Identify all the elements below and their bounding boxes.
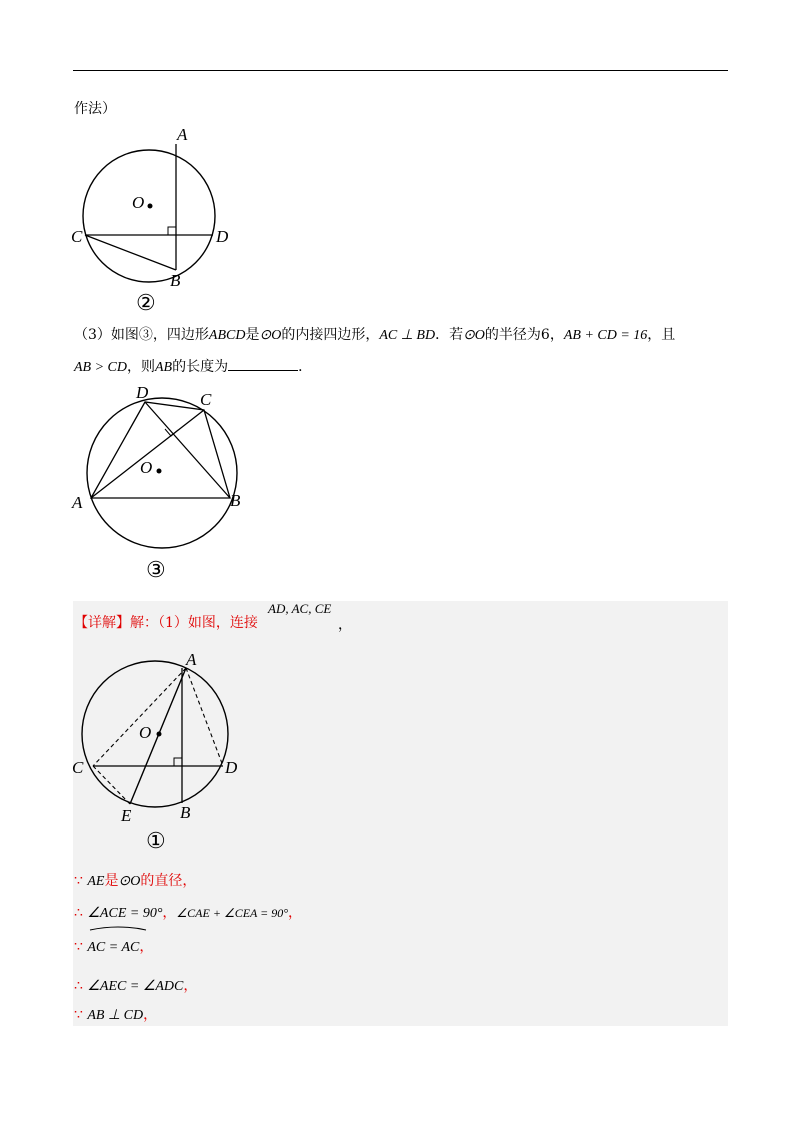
center-dot	[157, 732, 162, 737]
segment-cb	[85, 235, 176, 270]
dashed-ad	[186, 668, 223, 766]
solution-comma: ，	[338, 617, 352, 633]
step-4: ∴ ∠AEC = ∠ADC，	[74, 978, 198, 994]
dashed-ce	[93, 766, 130, 804]
dashed-ac	[93, 668, 186, 766]
step-1: ∵ AE是⊙O的直径，	[74, 873, 197, 889]
label-a: A	[72, 493, 83, 512]
question-3-line-2: AB > CD，则AB的长度为 ．	[74, 359, 313, 375]
header-rule	[73, 70, 728, 71]
center-dot	[148, 204, 153, 209]
figure-3	[66, 380, 266, 590]
label-b: B	[230, 491, 241, 510]
figure-2-caption: ②	[136, 290, 156, 315]
label-b: B	[180, 803, 191, 822]
solution-connect: AD, AC, CE	[268, 601, 332, 616]
step-5: ∵ AB ⊥ CD，	[74, 1007, 158, 1023]
solution-intro: 【详解】解：（1）如图，连接	[74, 615, 258, 631]
diagonal-bd	[145, 402, 230, 498]
circle	[82, 661, 228, 807]
figure-3-caption: ③	[146, 557, 166, 582]
step-3: ∵ AC = AC，	[74, 939, 154, 955]
figure-1-caption: ①	[146, 828, 166, 853]
label-d: D	[136, 383, 149, 402]
right-angle-mark	[174, 758, 182, 766]
figure-2	[66, 122, 266, 322]
label-o: O	[132, 193, 145, 212]
answer-blank	[228, 358, 298, 371]
label-o: O	[140, 458, 153, 477]
label-c: C	[200, 390, 212, 409]
question-3-line-1: （3）如图③，四边形ABCD是⊙O的内接四边形，AC ⊥ BD．若⊙O的半径为6，AB + CD = 16，且	[74, 327, 676, 343]
label-e: E	[121, 806, 132, 825]
label-o: O	[139, 723, 152, 742]
label-b: B	[170, 271, 181, 290]
label-d: D	[225, 758, 238, 777]
label-c: C	[72, 758, 84, 777]
label-a: A	[177, 125, 188, 144]
fragment-text: 作法）	[74, 101, 116, 117]
step-2: ∴ ∠ACE = 90°，∠CAE + ∠CEA = 90°，	[74, 905, 303, 921]
label-c: C	[71, 227, 83, 246]
circle	[83, 150, 215, 282]
center-dot	[157, 469, 162, 474]
figure-1	[66, 648, 266, 858]
diagonal-ac	[91, 410, 204, 498]
label-a: A	[186, 650, 197, 669]
arc-overline	[88, 924, 148, 932]
label-d: D	[216, 227, 229, 246]
right-angle-mark	[168, 227, 176, 235]
